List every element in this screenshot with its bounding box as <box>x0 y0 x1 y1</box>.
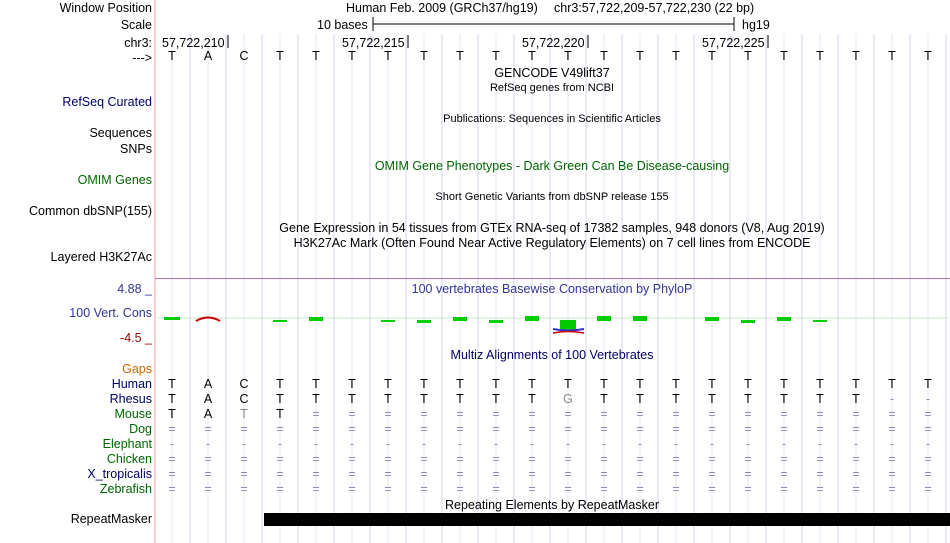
alignment-base: T <box>852 392 860 406</box>
alignment-base: = <box>348 422 356 436</box>
phylop-bar <box>741 320 755 323</box>
alignment-base: = <box>240 422 248 436</box>
snps-label[interactable]: SNPs <box>120 142 152 156</box>
alignment-base: = <box>852 422 860 436</box>
alignment-base: = <box>456 422 464 436</box>
alignment-base: T <box>276 377 284 391</box>
alignment-base: = <box>636 467 644 481</box>
species-label[interactable]: Elephant <box>102 437 152 451</box>
alignment-base: T <box>744 392 752 406</box>
base-letter: A <box>203 49 213 63</box>
alignment-base: T <box>168 392 176 406</box>
alignment-base: - <box>349 437 355 451</box>
alignment-base: - <box>529 437 535 451</box>
alignment-base: = <box>348 467 356 481</box>
alignment-base: = <box>240 467 248 481</box>
alignment-base: T <box>528 392 536 406</box>
alignment-base: = <box>744 467 752 481</box>
alignment-base: = <box>600 482 608 496</box>
base-letter: T <box>312 49 320 63</box>
alignment-base: - <box>457 437 463 451</box>
alignment-base: T <box>168 377 176 391</box>
alignment-base: = <box>636 422 644 436</box>
alignment-base: = <box>384 482 392 496</box>
phylop-bar <box>525 316 539 321</box>
phylop-bar <box>309 317 323 321</box>
omim-title: OMIM Gene Phenotypes - Dark Green Can Be Disease-causing <box>374 159 730 173</box>
alignment-base: = <box>492 407 500 421</box>
base-letter: T <box>708 49 716 63</box>
base-letter: T <box>384 49 392 63</box>
phylop-bar <box>381 320 395 322</box>
alignment-base: = <box>816 467 824 481</box>
alignment-base: = <box>384 467 392 481</box>
base-letter: T <box>492 49 500 63</box>
alignment-base: = <box>528 482 536 496</box>
alignment-base: T <box>888 377 896 391</box>
alignment-base: - <box>889 392 895 406</box>
alignment-base: - <box>817 437 823 451</box>
alignment-base: - <box>673 437 679 451</box>
alignment-base: = <box>708 467 716 481</box>
alignment-base: = <box>888 452 896 466</box>
phylop-bar <box>417 320 431 323</box>
alignment-base: = <box>276 467 284 481</box>
alignment-base: - <box>781 437 787 451</box>
alignment-base: = <box>528 452 536 466</box>
alignment-base: - <box>313 437 319 451</box>
alignment-base: = <box>924 407 932 421</box>
species-label[interactable]: Chicken <box>106 452 152 466</box>
alignment-base: T <box>276 407 284 421</box>
alignment-base: = <box>636 482 644 496</box>
alignment-base: = <box>528 407 536 421</box>
alignment-base: = <box>600 407 608 421</box>
alignment-base: A <box>203 392 213 406</box>
coord-1: 57,722,210 <box>162 36 225 50</box>
h3k27ac-title: H3K27Ac Mark (Often Found Near Active Regulatory Elements) on 7 cell lines from ENCODE <box>293 236 811 250</box>
alignment-base: T <box>816 377 824 391</box>
repeatmasker-label[interactable]: RepeatMasker <box>70 512 152 526</box>
base-letter: T <box>816 49 824 63</box>
alignment-base: - <box>637 437 643 451</box>
sequences-label[interactable]: Sequences <box>89 126 152 140</box>
alignment-base: = <box>888 422 896 436</box>
omim-genes-label[interactable]: OMIM Genes <box>77 173 152 187</box>
alignment-base: - <box>493 437 499 451</box>
alignment-base: T <box>384 392 392 406</box>
alignment-base: = <box>168 422 176 436</box>
base-letter: T <box>420 49 428 63</box>
alignment-base: = <box>600 452 608 466</box>
alignment-base: = <box>924 422 932 436</box>
base-letter: T <box>672 49 680 63</box>
alignment-base: T <box>456 377 464 391</box>
alignment-base: - <box>421 437 427 451</box>
alignment-base: = <box>672 482 680 496</box>
phylop-bar <box>273 320 287 322</box>
alignment-base: = <box>240 452 248 466</box>
phylop-bar <box>553 332 584 334</box>
alignment-base: C <box>239 392 249 406</box>
alignment-base: = <box>852 452 860 466</box>
base-letter: T <box>852 49 860 63</box>
alignment-base: = <box>816 422 824 436</box>
alignment-base: T <box>816 392 824 406</box>
alignment-base: = <box>852 407 860 421</box>
scale-bar-text: 10 bases <box>317 18 368 32</box>
alignment-base: T <box>348 377 356 391</box>
alignment-base: T <box>924 377 932 391</box>
alignment-base: = <box>816 407 824 421</box>
alignment-base: = <box>924 482 932 496</box>
species-label[interactable]: Rhesus <box>109 392 152 406</box>
alignment-base: = <box>888 407 896 421</box>
alignment-base: = <box>564 407 572 421</box>
alignment-base: T <box>276 392 284 406</box>
alignment-base: = <box>420 482 428 496</box>
alignment-base: = <box>888 467 896 481</box>
alignment-base: T <box>492 377 500 391</box>
phylop-bar <box>777 317 791 321</box>
alignment-base: = <box>456 482 464 496</box>
alignment-base: = <box>312 422 320 436</box>
phylop-bar <box>597 316 611 321</box>
alignment-base: T <box>636 377 644 391</box>
alignment-base: = <box>312 482 320 496</box>
phylop-bar <box>705 317 719 321</box>
alignment-base: A <box>203 407 213 421</box>
alignment-base: = <box>420 422 428 436</box>
alignment-base: = <box>420 452 428 466</box>
db-label: hg19 <box>742 18 770 32</box>
alignment-base: = <box>708 407 716 421</box>
alignment-base: = <box>708 422 716 436</box>
alignment-base: T <box>672 392 680 406</box>
alignment-base: - <box>853 437 859 451</box>
alignment-base: T <box>708 392 716 406</box>
coord-2: 57,722,215 <box>342 36 405 50</box>
assembly-text: Human Feb. 2009 (GRCh37/hg19) <box>346 1 538 15</box>
base-letter: T <box>780 49 788 63</box>
alignment-base: G <box>563 392 573 406</box>
alignment-base: T <box>672 377 680 391</box>
alignment-base: = <box>672 452 680 466</box>
scale-bar <box>370 16 740 34</box>
alignment-base: T <box>420 392 428 406</box>
phylop-plot <box>0 300 950 340</box>
alignment-base: = <box>312 452 320 466</box>
alignment-base: T <box>384 377 392 391</box>
alignment-base: = <box>924 467 932 481</box>
alignment-base: = <box>744 407 752 421</box>
alignment-base: = <box>312 467 320 481</box>
alignment-base: = <box>348 407 356 421</box>
alignment-base: = <box>780 482 788 496</box>
alignment-base: = <box>924 452 932 466</box>
base-letter: T <box>456 49 464 63</box>
alignment-base: = <box>708 452 716 466</box>
track-divider <box>155 278 950 279</box>
species-label[interactable]: X_tropicalis <box>87 467 152 481</box>
phylop-max-label: 4.88 _ <box>117 282 152 296</box>
alignment-base: = <box>204 422 212 436</box>
alignment-base: T <box>168 407 176 421</box>
phylop-bar <box>633 316 647 321</box>
alignment-base: T <box>780 377 788 391</box>
alignment-base: = <box>204 452 212 466</box>
alignment-base: = <box>348 452 356 466</box>
alignment-base: A <box>203 377 213 391</box>
species-label[interactable]: Human <box>111 377 152 391</box>
alignment-base: - <box>385 437 391 451</box>
alignment-base: - <box>709 437 715 451</box>
base-letter: T <box>564 49 572 63</box>
phylop-bar <box>489 320 503 323</box>
alignment-base: - <box>925 437 931 451</box>
species-label[interactable]: Dog <box>129 422 152 436</box>
alignment-base: = <box>816 482 824 496</box>
repeat-element-bar[interactable] <box>264 513 950 526</box>
alignment-base: - <box>205 437 211 451</box>
alignment-base: - <box>241 437 247 451</box>
alignment-base: = <box>780 422 788 436</box>
multiz-title: Multiz Alignments of 100 Vertebrates <box>450 348 654 362</box>
alignment-base: = <box>240 482 248 496</box>
alignment-base: = <box>492 482 500 496</box>
alignment-base: = <box>564 467 572 481</box>
alignment-base: - <box>169 437 175 451</box>
alignment-base: - <box>925 392 931 406</box>
publications-title: Publications: Sequences in Scientific Articles <box>443 113 661 125</box>
alignment-base: = <box>420 407 428 421</box>
alignment-base: = <box>168 467 176 481</box>
base-letter: T <box>348 49 356 63</box>
dbsnp-title: Short Genetic Variants from dbSNP release 155 <box>435 191 669 203</box>
h3k27ac-label[interactable]: Layered H3K27Ac <box>50 250 152 264</box>
alignment-base: = <box>492 452 500 466</box>
species-label[interactable]: Zebrafish <box>99 482 152 496</box>
alignment-base: = <box>168 482 176 496</box>
phylop-title: 100 vertebrates Basewise Conservation by PhyloP <box>411 282 693 296</box>
alignment-base: = <box>348 482 356 496</box>
dbsnp-label[interactable]: Common dbSNP(155) <box>29 204 152 218</box>
alignment-base: = <box>600 467 608 481</box>
scale-label: Scale <box>120 18 152 32</box>
alignment-base: = <box>276 452 284 466</box>
alignment-base: T <box>600 392 608 406</box>
alignment-base: = <box>384 422 392 436</box>
alignment-base: T <box>564 377 572 391</box>
phylop-min-label: -4.5 _ <box>120 331 152 345</box>
alignment-base: T <box>240 407 248 421</box>
alignment-base: = <box>672 407 680 421</box>
phylop-bar <box>164 317 180 320</box>
base-letter: T <box>636 49 644 63</box>
alignment-base: T <box>312 377 320 391</box>
cons-label[interactable]: 100 Vert. Cons <box>69 306 152 320</box>
alignment-base: = <box>852 482 860 496</box>
alignment-base: = <box>168 452 176 466</box>
coord-ticks <box>0 34 950 50</box>
coord-4: 57,722,225 <box>702 36 765 50</box>
coord-3: 57,722,220 <box>522 36 585 50</box>
alignment-base: = <box>780 467 788 481</box>
alignment-base: T <box>780 392 788 406</box>
alignment-base: = <box>852 467 860 481</box>
alignment-base: = <box>564 452 572 466</box>
alignment-base: T <box>636 392 644 406</box>
alignment-base: T <box>348 392 356 406</box>
alignment-base: = <box>492 422 500 436</box>
alignment-base: = <box>492 467 500 481</box>
alignment-base: = <box>744 422 752 436</box>
alignment-base: = <box>564 422 572 436</box>
alignment-base: = <box>456 467 464 481</box>
alignment-base: = <box>384 452 392 466</box>
alignment-base: = <box>312 407 320 421</box>
repeat-title: Repeating Elements by RepeatMasker <box>444 498 660 512</box>
chr-label: chr3: <box>124 36 152 50</box>
phylop-bar <box>813 320 827 322</box>
alignment-base: T <box>420 377 428 391</box>
alignment-base: T <box>744 377 752 391</box>
refseq-subtitle: RefSeq genes from NCBI <box>489 82 615 94</box>
alignment-base: - <box>565 437 571 451</box>
alignment-base: = <box>888 482 896 496</box>
alignment-base: = <box>708 482 716 496</box>
alignment-base: = <box>528 467 536 481</box>
base-letter: T <box>528 49 536 63</box>
alignment-base: T <box>708 377 716 391</box>
alignment-base: = <box>636 452 644 466</box>
alignment-base: = <box>744 452 752 466</box>
base-letter: T <box>600 49 608 63</box>
alignment-base: = <box>744 482 752 496</box>
gtex-title: Gene Expression in 54 tissues from GTEx RNA-seq of 17382 samples, 948 donors (V8, Aug 2019) <box>279 221 825 235</box>
alignment-base: = <box>564 482 572 496</box>
alignment-base: = <box>276 422 284 436</box>
alignment-base: = <box>636 407 644 421</box>
phylop-bar <box>560 320 576 330</box>
phylop-bar <box>453 317 467 321</box>
alignment-base: = <box>780 407 788 421</box>
window-position-label: Window Position <box>59 1 152 15</box>
base-letter: T <box>276 49 284 63</box>
alignment-base: = <box>600 422 608 436</box>
alignment-base: = <box>672 467 680 481</box>
alignment-base: = <box>204 482 212 496</box>
base-letter: T <box>168 49 176 63</box>
alignment-base: = <box>780 452 788 466</box>
alignment-base: = <box>204 467 212 481</box>
alignment-base: T <box>528 377 536 391</box>
alignment-base: = <box>528 422 536 436</box>
alignment-base: T <box>312 392 320 406</box>
alignment-base: T <box>492 392 500 406</box>
alignment-base: T <box>456 392 464 406</box>
refseq-curated-label[interactable]: RefSeq Curated <box>62 95 152 109</box>
alignment-base: - <box>601 437 607 451</box>
alignment-base: = <box>672 422 680 436</box>
base-letter: C <box>239 49 249 63</box>
alignment-base: = <box>456 452 464 466</box>
species-label[interactable]: Mouse <box>114 407 152 421</box>
alignment-base: = <box>420 467 428 481</box>
position-text: chr3:57,722,209-57,722,230 (22 bp) <box>554 1 755 15</box>
gaps-label[interactable]: Gaps <box>122 362 152 376</box>
alignment-base: = <box>456 407 464 421</box>
alignment-base: = <box>276 482 284 496</box>
alignment-base: C <box>239 377 249 391</box>
base-letter: T <box>888 49 896 63</box>
alignment-base: T <box>600 377 608 391</box>
alignment-base: - <box>277 437 283 451</box>
gencode-title[interactable]: GENCODE V49lift37 <box>494 66 610 80</box>
base-letter: T <box>924 49 932 63</box>
alignment-base: - <box>745 437 751 451</box>
alignment-base: - <box>889 437 895 451</box>
alignment-base: = <box>384 407 392 421</box>
alignment-base: T <box>852 377 860 391</box>
base-letter: T <box>744 49 752 63</box>
alignment-base: = <box>816 452 824 466</box>
strand-label: ---> <box>132 51 152 65</box>
